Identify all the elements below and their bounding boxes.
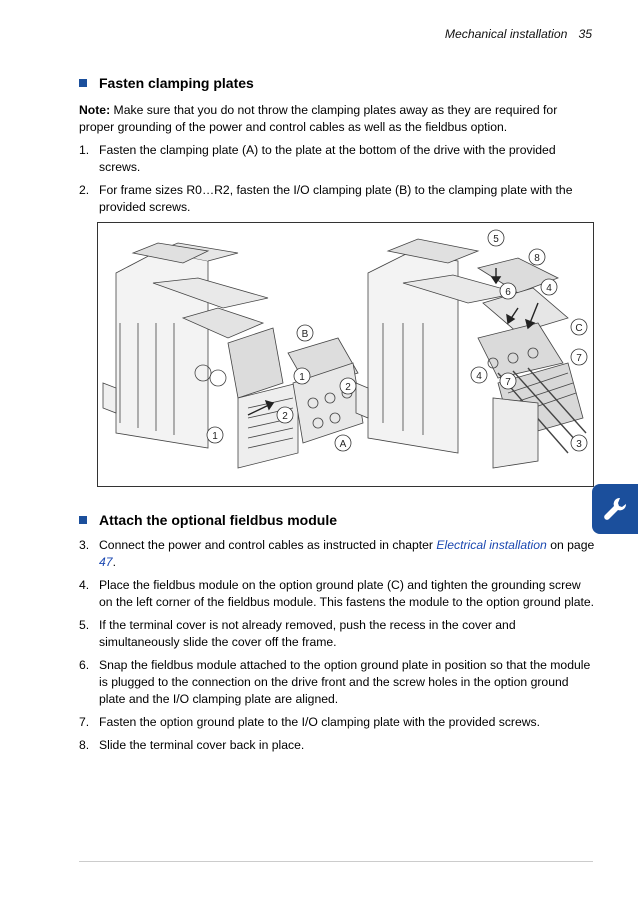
step-number: 1. — [79, 143, 90, 157]
step-text: For frame sizes R0…R2, fasten the I/O clamping plate (B) to the clamping plate with the provided screws. — [99, 183, 573, 214]
note-text: Make sure that you do not throw the clamping plates away as they are required for proper grounding of the power and control cables as well as the fieldbus option. — [79, 103, 558, 134]
page-number: 35 — [578, 27, 592, 41]
callout — [335, 435, 351, 451]
svg-text:6: 6 — [505, 287, 511, 298]
section-heading-fieldbus — [79, 512, 337, 528]
step-number: 5. — [79, 618, 90, 632]
running-header — [445, 27, 592, 41]
step-text: Fasten the option ground plate to the I/O clamping plate with the provided screws. — [99, 715, 541, 729]
step-number: 8. — [79, 738, 90, 752]
svg-text:A: A — [339, 439, 347, 450]
list-item — [79, 182, 595, 216]
page-47-link[interactable]: 47 — [99, 555, 113, 569]
step-text: Place the fieldbus module on the option ground plate (C) and tighten the grounding screw on the left corner of the fieldbus module. This fastens the module to the option ground plate. — [99, 578, 595, 609]
callout — [297, 325, 313, 341]
svg-text:4: 4 — [546, 283, 552, 294]
list-item — [79, 142, 595, 176]
steps-list-1 — [79, 142, 595, 216]
step-text: on page — [546, 538, 595, 552]
callout — [277, 407, 293, 423]
callout — [541, 279, 557, 295]
installation-figure — [97, 222, 594, 487]
section-heading-text: Attach the optional fieldbus module — [99, 512, 337, 528]
svg-text:8: 8 — [534, 253, 540, 264]
svg-text:7: 7 — [576, 353, 582, 364]
steps-list-2 — [79, 537, 595, 754]
step-number: 2. — [79, 183, 90, 197]
callout — [340, 378, 356, 394]
note-paragraph — [79, 102, 595, 136]
callout — [500, 373, 516, 389]
svg-text:3: 3 — [576, 439, 582, 450]
section-heading-text: Fasten clamping plates — [99, 75, 254, 91]
section1-body — [79, 102, 595, 222]
section-heading-clamping — [79, 75, 254, 91]
callout — [294, 368, 310, 384]
wrench-icon — [600, 494, 630, 524]
svg-text:4: 4 — [476, 371, 482, 382]
svg-text:2: 2 — [282, 411, 288, 422]
svg-text:B: B — [301, 329, 309, 340]
step-number: 4. — [79, 578, 90, 592]
footer-divider — [79, 861, 593, 862]
electrical-installation-link[interactable]: Electrical installation — [436, 538, 547, 552]
step-text: Connect the power and control cables as instructed in chapter — [99, 538, 437, 552]
list-item — [79, 537, 595, 571]
list-item — [79, 737, 595, 754]
svg-text:1: 1 — [212, 431, 218, 442]
callout — [488, 230, 504, 246]
drive-illustration — [98, 223, 593, 486]
step-text: Slide the terminal cover back in place. — [99, 738, 305, 752]
svg-text:C: C — [575, 323, 583, 334]
callout — [500, 283, 516, 299]
list-item — [79, 657, 595, 708]
list-item — [79, 617, 595, 651]
note-label: Note: — [79, 103, 111, 117]
section2-body — [79, 537, 595, 760]
callout — [571, 435, 587, 451]
callout — [571, 349, 587, 365]
svg-text:5: 5 — [493, 234, 499, 245]
chapter-side-tab[interactable] — [592, 484, 638, 534]
square-bullet-icon — [79, 79, 87, 87]
callout — [207, 427, 223, 443]
svg-text:2: 2 — [345, 382, 351, 393]
list-item — [79, 577, 595, 611]
header-section-title: Mechanical installation — [444, 27, 568, 41]
step-text: If the terminal cover is not already removed, push the recess in the cover and simultaneously slide the cover off the frame. — [99, 618, 516, 649]
step-text: Snap the fieldbus module attached to the option ground plate in position so that the module is plugged to the connection on the drive front and the screw holes in the option ground plate and the I/O clamping plate are aligned. — [99, 658, 591, 706]
step-text: Fasten the clamping plate (A) to the plate at the bottom of the drive with the provided screws. — [99, 143, 556, 174]
square-bullet-icon — [79, 516, 87, 524]
svg-text:1: 1 — [299, 372, 305, 383]
step-text: . — [112, 555, 116, 569]
list-item — [79, 714, 595, 731]
svg-text:7: 7 — [505, 377, 511, 388]
step-number: 3. — [79, 538, 90, 552]
callout — [529, 249, 545, 265]
callout — [571, 319, 587, 335]
step-number: 7. — [79, 715, 90, 729]
callout — [471, 367, 487, 383]
step-number: 6. — [79, 658, 90, 672]
